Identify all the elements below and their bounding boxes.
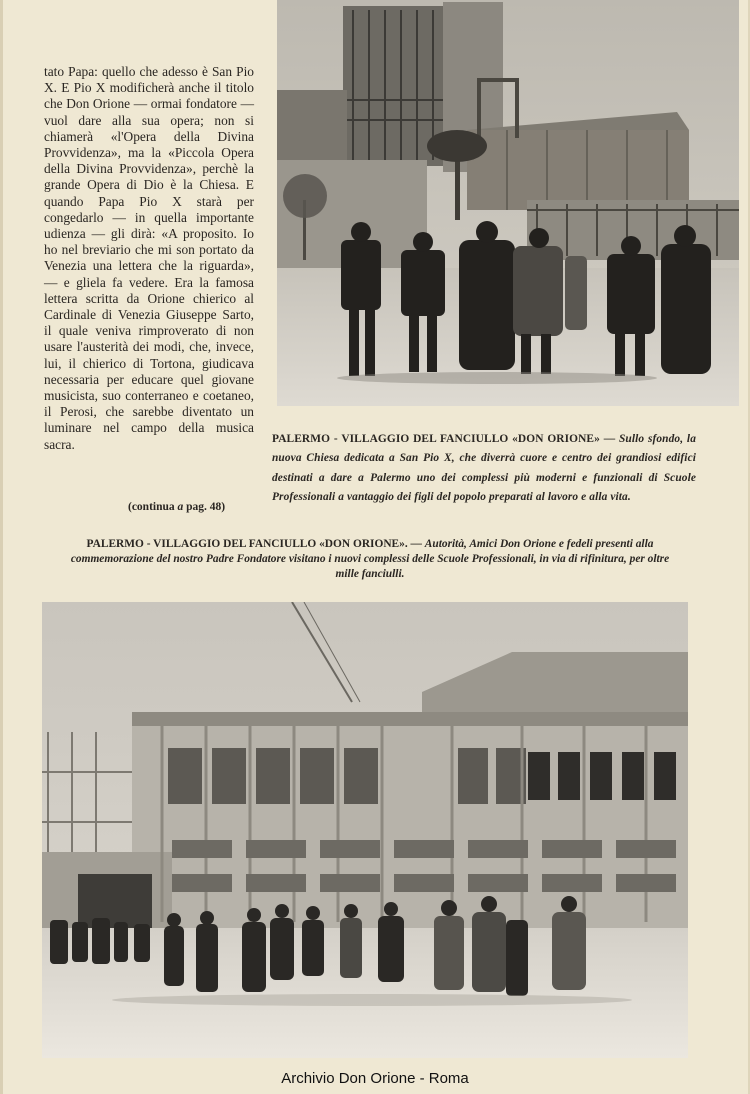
continuation-suffix: pag. 48) xyxy=(183,501,226,513)
continuation-note xyxy=(128,501,225,513)
archive-footer: Archivio Don Orione - Roma xyxy=(281,1070,469,1087)
photo-church-illustration xyxy=(277,0,739,406)
caption-bottom xyxy=(70,537,670,582)
photo-church-pio-x xyxy=(277,0,739,406)
caption-top-location: PALERMO - VILLAGGIO DEL FANCIULLO «DON ORIONE» — xyxy=(272,433,616,445)
caption-bottom-location: PALERMO - VILLAGGIO DEL FANCIULLO «DON ORIONE». — xyxy=(86,538,422,550)
article-text-column: tato Papa: quello che adesso è San Pio X. E Pio X modificherà anche il titolo che Don Orione — ormai fondatore — vuol dare alla sua opera; non si chiamerà «l'Opera della Divina Provvidenza», ma la «Piccola Opera della Divina Provvidenza», perchè la grande Opera di Dio è la Chiesa. E quando Papa Pio X starà per congedarlo — in quella importante udienza — gli dirà: «A proposito. Io ho nel breviario che mi son portato da Venezia una lettera che la riguarda», — e gliela fa vedere. Era la famosa lettera scritta da Orione chierico al Cardinale di Venezia Giuseppe Sarto, il quale veniva rimproverato di non usare l'austerità dei modi, che, invece, lui, il chierico di Tortona, giudicava necessaria per educare quel giovane musicista, suo conterraneo e coetaneo, il Perosi, che sarebbe diventato un luminare nel campo della musica sacra. xyxy=(44,64,254,452)
continuation-prefix: (continua xyxy=(128,501,178,513)
photo-schools-illustration xyxy=(42,602,688,1058)
caption-top-text: Sullo sfondo, la nuova Chiesa dedicata a San Pio X, che diverrà cuore e centro dei grandiosi edifici destinati a dare a Palermo uno dei complessi più moderni e funzionali di Scuole Professionali a vantaggio dei figli del popolo preparati al lavoro e alla vita. xyxy=(272,433,696,504)
caption-bottom-text: Autorità, Amici Don Orione e fedeli presenti alla commemorazione del nostro Padre Fondatore visitano i nuovi complessi delle Scuole Professionali, in via di rifinitura, per oltre mille fanciulli. xyxy=(70,538,670,580)
photo-professional-schools xyxy=(42,602,688,1058)
caption-top xyxy=(272,430,696,508)
continuation-a: a xyxy=(177,501,184,513)
